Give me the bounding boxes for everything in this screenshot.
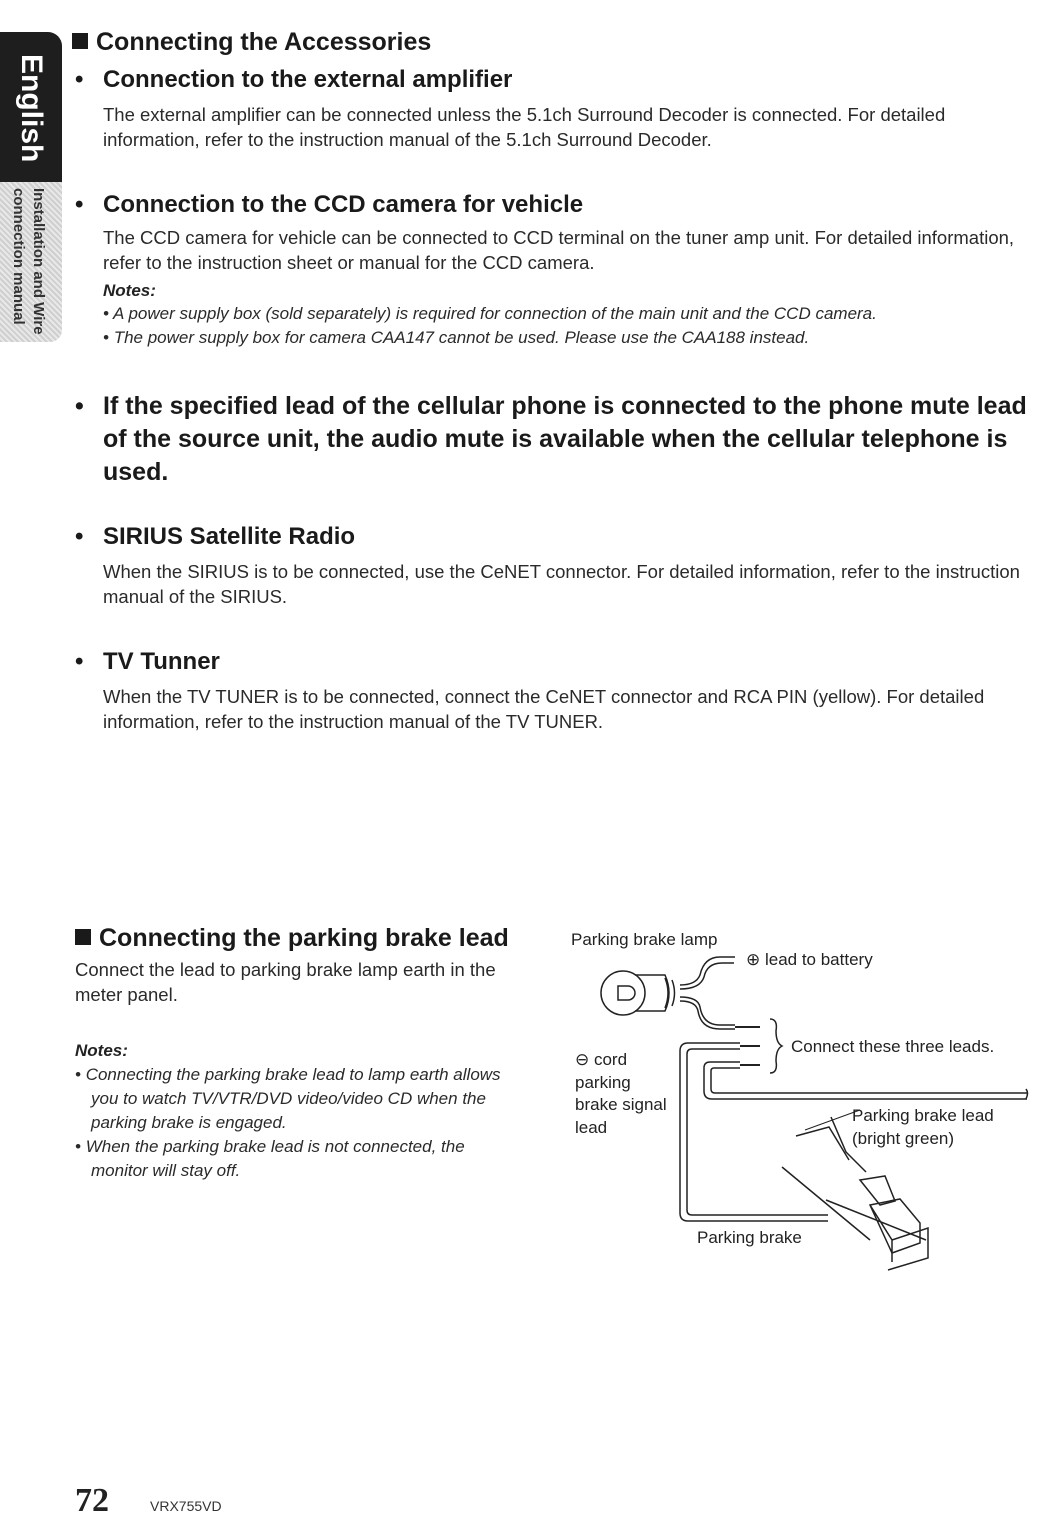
phone-mute-text: If the specified lead of the cellular phone is connected to the phone mute lead of the source unit, the audio mute is available when the cellular telephone is used. xyxy=(103,392,1027,486)
ccd-title: Connection to the CCD camera for vehicle xyxy=(103,191,584,218)
language-label: English xyxy=(15,54,48,163)
note-item: The power supply box for camera CAA147 cannot be used. Please use the CAA188 instead. xyxy=(113,328,810,347)
cord-line: ⊖ cord xyxy=(575,1050,628,1069)
lead-line: (bright green) xyxy=(852,1129,955,1148)
parking-brake-section: Connecting the parking brake lead Connect the lead to parking brake lamp earth in the meter panel. Notes: • Connecting the parking brake lead to lamp earth allows you to watch TV/VTR/DVD video/video CD when the parking brake is engaged. • When the parking brake lead is not connected, the monitor will stay off. xyxy=(75,924,525,1183)
tv-body: When the TV TUNER is to be connected, connect the CeNET connector and RCA PIN (yellow). For detailed information, refer to the instruction manual of the TV TUNER. xyxy=(103,686,985,732)
lamp-icon xyxy=(601,957,735,1029)
brace-icon xyxy=(770,1019,782,1073)
label-lamp: Parking brake lamp xyxy=(571,930,718,949)
amp-body: The external amplifier can be connected unless the 5.1ch Surround Decoder is connected. For detailed information, refer to the instruction manual of the 5.1ch Surround Decoder. xyxy=(103,104,946,150)
parking-body: Connect the lead to parking brake lamp earth in the meter panel. xyxy=(75,959,496,1005)
bullet-icon: • xyxy=(75,66,84,93)
sirius-body: When the SIRIUS is to be connected, use the CeNET connector. For detailed information, refer to the instruction manual of the SIRIUS. xyxy=(103,561,1020,607)
sirius-title: SIRIUS Satellite Radio xyxy=(103,523,356,550)
heading-text: Connecting the parking brake lead xyxy=(99,924,509,952)
note-item: A power supply box (sold separately) is required for connection of the main unit and the CCD camera. xyxy=(113,304,877,323)
note-item: When the parking brake lead is not connected, the monitor will stay off. xyxy=(85,1137,465,1180)
ccd-body: The CCD camera for vehicle can be connected to CCD terminal on the tuner amp unit. For detailed information, refer to the instruction sheet or manual for the CCD camera. xyxy=(103,227,1015,273)
bullet-icon: • xyxy=(75,523,84,550)
label-cord xyxy=(575,1049,667,1139)
tv-title: TV Tunner xyxy=(103,648,220,675)
notes-label: Notes: xyxy=(75,1041,128,1060)
lead-line: Parking brake lead xyxy=(852,1106,994,1125)
label-battery: ⊕ lead to battery xyxy=(746,950,873,969)
amp-title: Connection to the external amplifier xyxy=(103,66,513,93)
cord-line: lead xyxy=(575,1117,608,1137)
brake-lead xyxy=(704,1062,1027,1099)
bullet-icon: • xyxy=(75,648,84,675)
heading-text: Connecting the Accessories xyxy=(96,28,432,56)
bullet-icon: • xyxy=(75,191,84,218)
section-label-2: connection manual xyxy=(10,188,27,325)
section-label-1: Installation and Wire xyxy=(30,188,47,335)
bullet-icon: • xyxy=(75,392,84,420)
signal-cord xyxy=(680,1043,828,1221)
cord-line: parking xyxy=(575,1072,631,1092)
model-number: VRX755VD xyxy=(150,1498,222,1514)
ccd-section: • Connection to the CCD camera for vehicle The CCD camera for vehicle can be connected to CCD terminal on the tuner amp unit. For detailed information, refer to the instruction sheet or manual for the CCD camera. Notes: • A power supply box (sold separately) is required for connection of the main unit and the CCD camera. • The power supply box for camera CAA147 cannot be used. Please use the CAA188 instead. xyxy=(103,191,1028,350)
page-number: 72 xyxy=(75,1482,109,1519)
notes-label: Notes: xyxy=(103,281,156,300)
label-connect: Connect these three leads. xyxy=(791,1037,995,1056)
label-brake: Parking brake xyxy=(697,1228,802,1247)
label-brake-lead xyxy=(852,1104,994,1150)
note-item: Connecting the parking brake lead to lamp earth allows you to watch TV/VTR/DVD video/video CD when the parking brake is engaged. xyxy=(85,1065,501,1132)
cord-line: brake signal xyxy=(575,1095,667,1114)
